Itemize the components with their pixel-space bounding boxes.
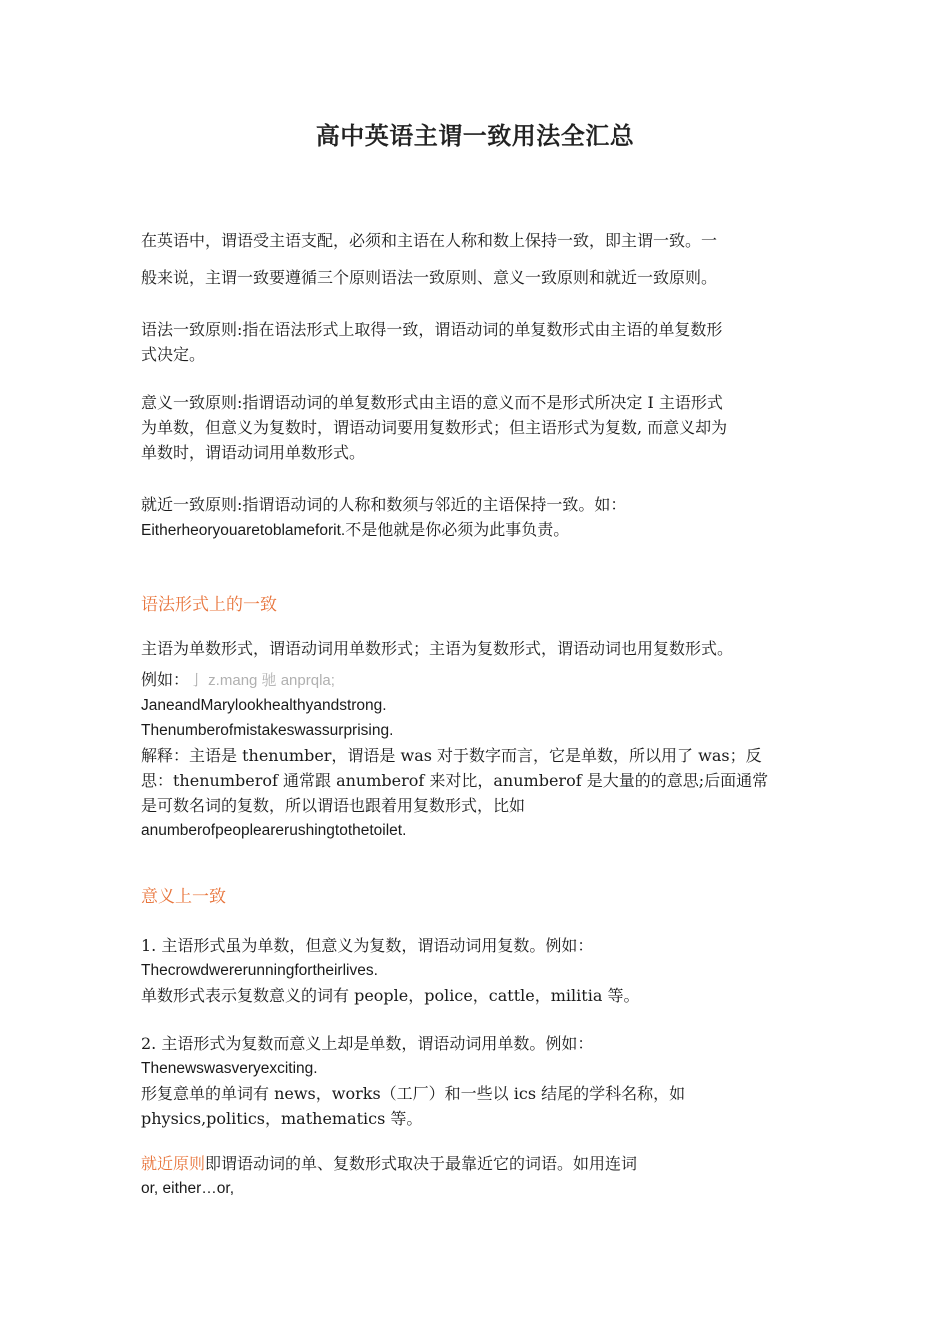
meaning-item-2-note-2: physics,politics，mathematics 等。 xyxy=(141,1109,423,1128)
meaning-item-2-note-1: 形复意单的单词有 news，works（工厂）和一些以 ics 结尾的学科名称，如 xyxy=(141,1084,686,1103)
page-title: 高中英语主谓一致用法全汇总 xyxy=(315,122,635,150)
grammar-principle-line-1: 语法一致原则:指在语法形式上取得一致，谓语动词的单复数形式由主语的单复数形 xyxy=(141,320,723,339)
explanation-line-4: anumberofpeoplearerushingtothetoilet. xyxy=(141,822,407,839)
explanation-line-1: 解释：主语是 thenumber，谓语是 was 对于数字而言，它是单数，所以用了 was；反 xyxy=(141,746,762,765)
grammar-principle-paragraph xyxy=(141,317,841,367)
proximity-section-line-1 xyxy=(141,1151,841,1176)
section1-examples xyxy=(141,667,841,843)
meaning-item-2-rule: 2. 主语形式为复数而意义上却是单数，谓语动词用单数。例如： xyxy=(141,1034,594,1053)
section-heading-grammar-form: 语法形式上的一致 xyxy=(141,595,277,615)
section-heading-proximity: 就近原则 xyxy=(141,1154,206,1173)
example-label-line xyxy=(141,667,841,693)
meaning-item-1-note: 单数形式表示复数意义的词有 people，police，cattle，militia 等。 xyxy=(141,986,640,1005)
proximity-principle-paragraph xyxy=(141,492,841,543)
proximity-principle-line-1: 就近一致原则:指谓语动词的人称和数须与邻近的主语保持一致。如： xyxy=(141,495,627,514)
section-heading-meaning: 意义上一致 xyxy=(141,887,226,907)
meaning-item-2-example: Thenewswasveryexciting. xyxy=(141,1060,318,1077)
explanation-line-3: 是可数名词的复数，所以谓语也跟着用复数形式，比如 xyxy=(141,796,526,815)
meaning-item-1-example: Thecrowdwererunningfortheirlives. xyxy=(141,962,378,979)
proximity-example-sentence: Eitherheoryouaretoblameforit. xyxy=(141,522,346,539)
meaning-item-1 xyxy=(141,933,841,1008)
grammar-principle-line-2: 式决定。 xyxy=(141,345,206,364)
example-sentence-2: Thenumberofmistakeswassurprising. xyxy=(141,722,394,739)
meaning-principle-line-3: 单数时，谓语动词用单数形式。 xyxy=(141,443,366,462)
proximity-section-text: 即谓语动词的单、复数形式取决于最靠近它的词语。如用连词 xyxy=(205,1154,638,1173)
intro-paragraph xyxy=(141,222,841,296)
meaning-principle-line-1: 意义一致原则:指谓语动词的单复数形式由主语的意义而不是形式所决定 I 主语形式 xyxy=(141,393,723,412)
proximity-section xyxy=(141,1151,841,1201)
intro-line-2: 般来说，主谓一致要遵循三个原则语法一致原则、意义一致原则和就近一致原则。 xyxy=(141,268,718,287)
meaning-principle-line-2: 为单数，但意义为复数时，谓语动词要用复数形式；但主语形式为复数, 而意义却为 xyxy=(141,418,728,437)
section1-paragraph xyxy=(141,636,841,661)
ocr-noise-text: 亅 z.mang 驰 anprqla; xyxy=(189,672,335,689)
intro-line-1: 在英语中，谓语受主语支配，必须和主语在人称和数上保持一致，即主谓一致。一 xyxy=(141,231,718,250)
example-label: 例如： xyxy=(141,670,190,689)
proximity-example-translation: 不是他就是你必须为此事负责。 xyxy=(345,520,570,539)
proximity-section-line-2: or, either…or, xyxy=(141,1180,235,1197)
section1-rule-line: 主语为单数形式，谓语动词用单数形式；主语为复数形式，谓语动词也用复数形式。 xyxy=(141,639,734,658)
example-sentence-1: JaneandMarylookhealthyandstrong. xyxy=(141,697,387,714)
proximity-principle-line-2 xyxy=(141,517,841,543)
explanation-line-2: 思：thenumberof 通常跟 anumberof 来对比，anumberof 是大量的的意思;后面通常 xyxy=(141,771,769,790)
meaning-item-2 xyxy=(141,1031,841,1131)
meaning-item-1-rule: 1. 主语形式虽为单数，但意义为复数，谓语动词用复数。例如： xyxy=(141,936,594,955)
meaning-principle-paragraph xyxy=(141,390,841,465)
